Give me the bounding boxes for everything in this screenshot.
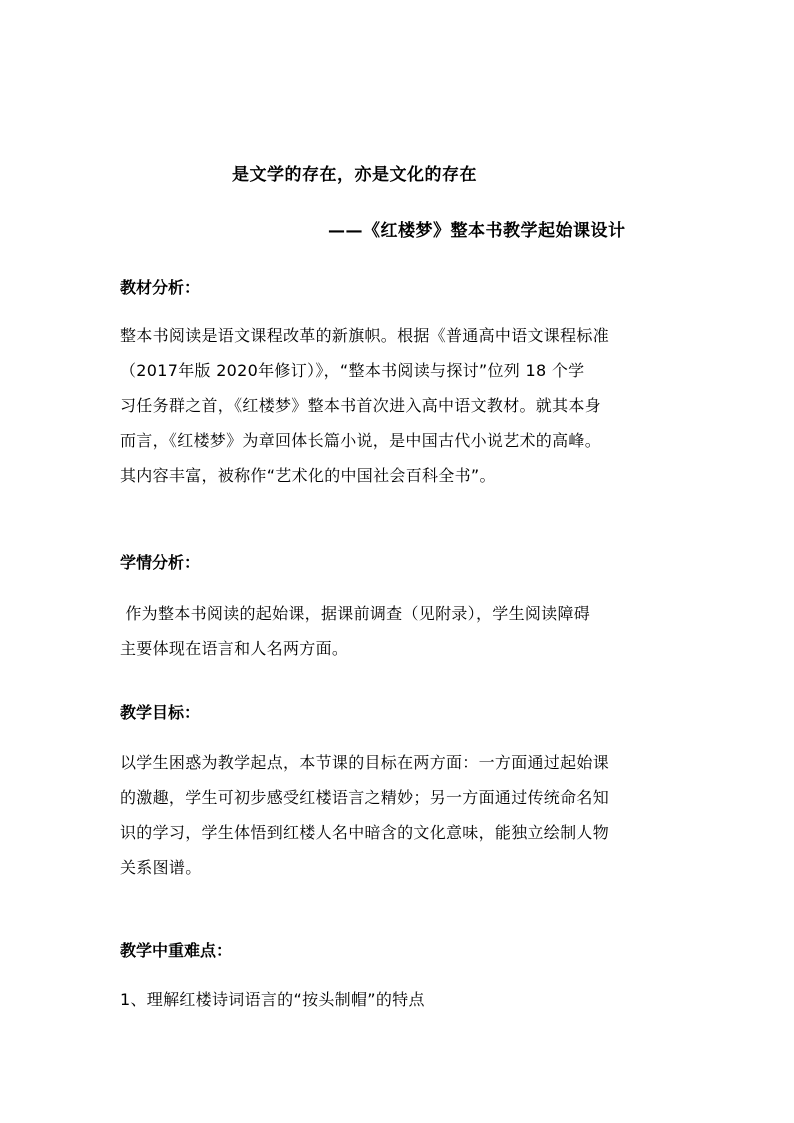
section-heading-teaching-goals: 教学目标：	[120, 703, 201, 722]
paragraph-line: 的激趣，学生可初步感受红楼语言之精妙；另一方面通过传统命名知	[120, 788, 610, 807]
section-body-key-difficulties	[120, 982, 680, 1017]
paragraph-line: 以学生困惑为教学起点，本节课的目标在两方面：一方面通过起始课	[120, 753, 610, 772]
paragraph-line: 习任务群之首，《红楼梦》整本书首次进入高中语文教材。就其本身	[120, 396, 602, 415]
section-body-teaching-goals	[120, 745, 680, 885]
paragraph-line: 识的学习，学生体悟到红楼人名中暗含的文化意味，能独立绘制人物	[120, 823, 610, 842]
section-heading-student-analysis: 学情分析：	[120, 553, 201, 572]
paragraph-line: 整本书阅读是语文课程改革的新旗帜。根据《普通高中语文课程标准	[120, 326, 610, 345]
paragraph-line: 其内容丰富，被称作“艺术化的中国社会百科全书”。	[120, 466, 496, 485]
section-body-textbook-analysis	[120, 318, 680, 493]
paragraph-line: 1、理解红楼诗词语言的“按头制帽”的特点	[120, 990, 425, 1009]
paragraph-line: 主要体现在语言和人名两方面。	[120, 639, 349, 658]
paragraph-line: 关系图谱。	[120, 858, 202, 877]
paragraph-line: 而言，《红楼梦》为章回体长篇小说，是中国古代小说艺术的高峰。	[120, 431, 602, 450]
section-body-student-analysis	[120, 596, 680, 666]
section-heading-key-difficulties: 教学中重难点：	[120, 941, 233, 960]
paragraph-line: （2017年版 2020年修订）》，“整本书阅读与探讨”位列 18 个学	[120, 361, 585, 380]
document-title: 是文学的存在，亦是文化的存在	[232, 165, 477, 185]
section-heading-textbook-analysis: 教材分析：	[120, 278, 201, 297]
paragraph-line: 作为整本书阅读的起始课，据课前调查（见附录），学生阅读障碍	[120, 604, 591, 623]
document-subtitle: ——《红楼梦》整本书教学起始课设计	[328, 221, 626, 241]
